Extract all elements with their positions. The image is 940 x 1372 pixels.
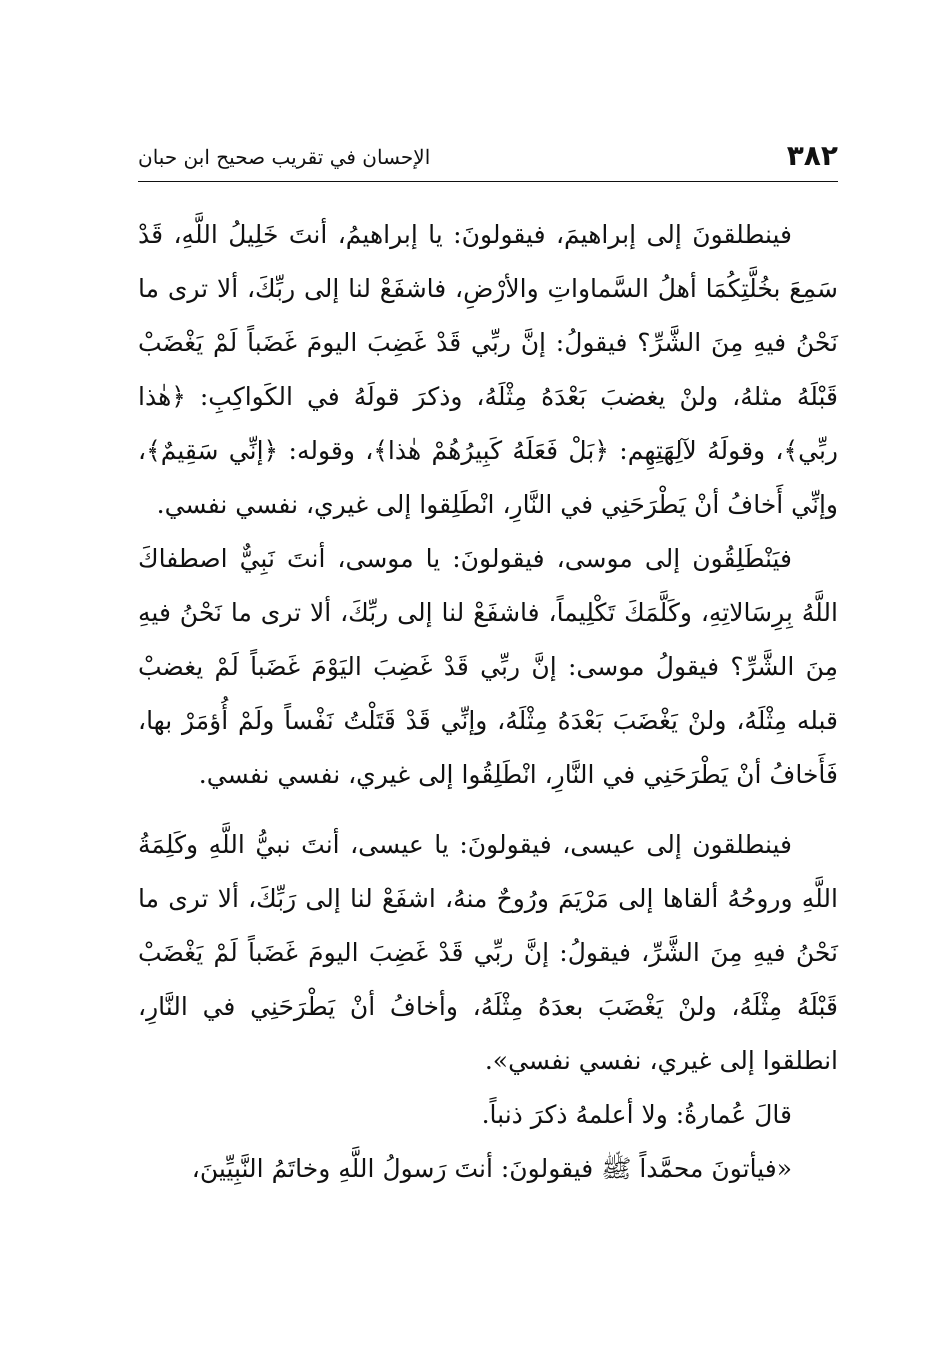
paragraph-isa: فينطلقون إلى عيسى، فيقولونَ: يا عيسى، أنتَ نبيُّ اللَّهِ وكَلِمَةُ اللَّهِ وروحُهُ ألقاها إلى مَرْيَمَ ورُوحٌ منهُ، اشفَعْ لنا إلى رَبِّكَ، ألا ترى ما نَحْنُ فيهِ مِنَ الشَّرِّ، فيقولُ: إنَّ ربِّي قَدْ غَضِبَ اليومَ غَضَباً لَمْ يَغْضَبْ قَبْلَهُ مِثْلَهُ، ولنْ يَغْضَبَ بعدَهُ مِثْلَهُ، وأخافُ أنْ يَطْرَحَنِي في النَّارِ، انطلقوا إلى غيري، نفسي نفسي».: [138, 830, 838, 1075]
paragraph-musa: فيَنْطَلِقُون إلى موسى، فيقولونَ: يا موسى، أنتَ نَبِيٌّ اصطفاكَ اللَّهُ بِرِسَالاتِهِ، وكَلَّمَكَ تَكْلِيماً، فاشفَعْ لنا إلى ربِّكَ، ألا ترى ما نَحْنُ فيهِ مِنَ الشَّرِّ؟ فيقولُ موسى: إنَّ ربِّي قَدْ غَضِبَ اليَوْمَ غَضَباً لَمْ يغضبْ قبله مِثْلَهُ، ولنْ يَغْضَبَ بَعْدَهُ مِثْلَهُ، وإنِّي قَدْ قَتَلْتُ نَفْساً ولَمْ أُؤمَرْ بها، فَأَخافُ أنْ يَطْرَحَنِي في النَّارِ، انْطَلِقُوا إلى غيري، نفسي نفسي.: [138, 544, 838, 789]
running-title: الإحسان في تقريب صحيح ابن حبان: [138, 145, 431, 169]
header-divider: [138, 181, 838, 182]
paragraph-umara: قالَ عُمارةُ: ولا أعلمهُ ذكرَ ذنباً.: [481, 1100, 792, 1129]
page-header: [138, 138, 838, 180]
page-number: ٣٨٢: [786, 139, 838, 172]
paragraph-ibrahim: فينطلقونَ إلى إبراهيمَ، فيقولونَ: يا إبراهيمُ، أنتَ خَلِيلُ اللَّهِ، قَدْ سَمِعَ بخُلَّتِكُمَا أهلُ السَّماواتِ والأرْضِ، فاشفَعْ لنا إلى ربِّكَ، ألا ترى ما نَحْنُ فيهِ مِنَ الشَّرِّ؟ فيقولُ: إنَّ ربِّي قَدْ غَضِبَ اليومَ غَضَباً لَمْ يَغْضَبْ قَبْلَهُ مثلهُ، ولنْ يغضبَ بَعْدَهُ مِثْلَهُ، وذكرَ قولَهُ في الكَواكِبِ: ﴿هٰذا ربِّي﴾، وقولَهُ لآلِهَتِهِم: ﴿بَلْ فَعَلَهُ كَبِيرُهُمْ هٰذا﴾، وقوله: ﴿إنِّي سَقِيمٌ﴾، وإنِّي أَخافُ أنْ يَطْرَحَنِي في النَّارِ، انْطَلِقوا إلى غيري، نفسي نفسي.: [138, 220, 838, 519]
paragraph-muhammad: «فيأتونَ محمَّداً ﷺ فيقولونَ: أنتَ رَسولُ اللَّهِ وخاتَمُ النَّبِيِّينَ،: [191, 1154, 792, 1183]
page-body: [138, 208, 838, 1196]
